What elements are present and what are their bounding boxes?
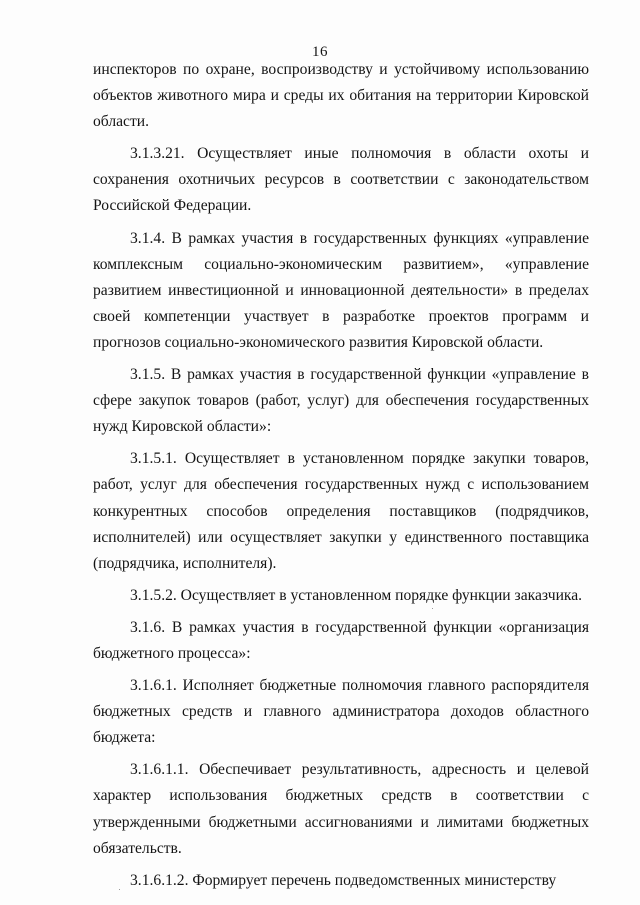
document-body [93, 57, 589, 894]
page-number: 16 [312, 44, 328, 60]
paragraph-3-1-6-1: 3.1.6.1. Исполняет бюджетные полномочия главного распорядителя бюджетных средств и главного администратора доходов областного бюджета: [93, 677, 589, 747]
paragraph-3-1-5-2: 3.1.5.2. Осуществляет в установленном порядке функции заказчика. [130, 586, 583, 604]
scan-speck [432, 608, 433, 609]
paragraph-3-1-5: 3.1.5. В рамках участия в государственной функции «управление в сфере закупок товаров (работ, услуг) для обеспечения государственных нужд Кировской области»: [93, 366, 589, 436]
paragraph-3-1-4: 3.1.4. В рамках участия в государственных функциях «управление комплексным социально-экономическим развитием», «управление развитием инвестиционной и инновационной деятельности» в пределах своей компетенции участвует в разработке проектов программ и прогнозов социально-экономического развития Кировской области. [93, 229, 589, 351]
paragraph-3-1-6-1-1: 3.1.6.1.1. Обеспечивает результативность, адресность и целевой характер использования бюджетных средств в соответствии с утвержденными бюджетными ассигнованиями и лимитами бюджетных обязательств. [93, 761, 589, 857]
paragraph-3-1-6-1-2: 3.1.6.1.2. Формирует перечень подведомственных министерству [130, 871, 557, 889]
scan-speck [119, 889, 120, 890]
paragraph-3-1-3-21: 3.1.3.21. Осуществляет иные полномочия в области охоты и сохранения охотничьих ресурсов в соответствии с законодательством Российской Федерации. [93, 145, 589, 215]
paragraph-continuation: инспекторов по охране, воспроизводству и устойчивому использованию объектов животного мира и среды их обитания на территории Кировской области. [93, 61, 589, 131]
paragraph-3-1-5-1: 3.1.5.1. Осуществляет в установленном порядке закупки товаров, работ, услуг для обеспечения государственных нужд с использованием конкурентных способов определения поставщиков (подрядчиков, исполнителей) или осуществляет закупки у единственного поставщика (подрядчика, исполнителя). [93, 450, 589, 572]
paragraph-3-1-6: 3.1.6. В рамках участия в государственной функции «организация бюджетного процесса»: [93, 618, 589, 662]
